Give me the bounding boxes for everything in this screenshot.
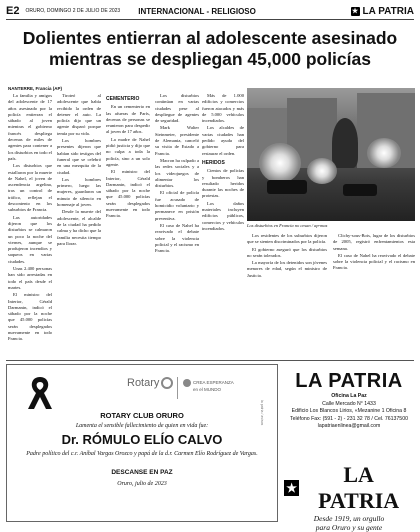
motto-emblem-icon	[183, 379, 191, 387]
article-column-3	[155, 93, 199, 355]
page-number: E2	[6, 5, 20, 17]
motto-line-2: en el MUNDO	[193, 387, 222, 392]
contact-phone: Teléfono Fax: (591 - 2) - 231 32 78 / Cel. 76137500	[290, 415, 408, 422]
paragraph: El caso de Nahel ha reavivado el debate sobre la violencia policial y el racismo en Francia.	[333, 252, 415, 271]
mourning-ribbon-icon	[25, 375, 55, 411]
paragraph: El ministro del Interior, Gérald Darmanin, indicó el sábado por la noche que 45.000 policías serán desplegados nuevamente en todo Francia.	[106, 169, 150, 219]
edition-date: ORURO, DOMINGO 2 DE JULIO DE 2023	[25, 8, 121, 14]
paragraph: Las autoridades dijeron que los disturbios se calmaron un poco la noche del viernes, aunque se produjeron incendios y saqueos en varias ciudades.	[8, 214, 52, 264]
paragraph: En un cementerio en las afueras de París, decenas de personas se reunieron para despedir al joven de 17 años.	[106, 104, 150, 135]
paragraph: Unas 2.400 personas han sido arrestadas en todo el país desde el martes.	[8, 266, 52, 290]
rotary-logo	[127, 377, 173, 389]
obituary-intro: Lamenta el sensible fallecimiento de quien en vida fue:	[75, 423, 209, 429]
obituary-club: ROTARY CLUB ORURO	[100, 411, 184, 420]
contact-title: LA PATRIA	[295, 370, 403, 392]
contact-email: lapatriaenlinea@gmail.com	[317, 423, 381, 429]
photo-caption: Los disturbios en Francia no cesan / ap-mas	[247, 223, 328, 228]
banner-tagline-2: para Oruro y su gente	[315, 523, 383, 532]
masthead-logo-text: LA PATRIA	[362, 5, 414, 17]
rotary-wheel-icon	[161, 377, 173, 389]
article-column-1	[8, 93, 52, 355]
paragraph: Desde la muerte del adolescente, el alcalde de la ciudad ha pedido calma y ha dicho que la familia necesita tiempo para llorar.	[57, 209, 101, 246]
paragraph: Los disturbios que estallaron por la muerte de Nahel, el joven de ascendencia argelina, tras un control de tráfico, reflejan el descontento en los suburbios de Francia.	[8, 163, 52, 213]
paragraph: La madre de Nahel pidió justicia y dijo que no culpa a toda la policía, sino a un solo agente.	[106, 136, 150, 167]
article-column-2b	[106, 93, 150, 355]
brand-banner	[284, 462, 414, 532]
paragraph: El oficial de policía fue acusado de homicidio voluntario y permanece en prisión preventiva.	[155, 190, 199, 221]
subheading: HERIDOS	[202, 159, 225, 166]
paragraph: Los alcaldes de varias ciudades han pedido ayuda del gobierno para restaurar el orden.	[202, 125, 244, 156]
paragraph: Macron ha culpado a las redes sociales y a los videojuegos de alimentar los disturbios.	[155, 157, 199, 189]
paragraph: Tiroteó al adolescente que había recibido la orden de detener el auto. La policía dijo que un agente disparó porque temía por su vida.	[57, 93, 101, 136]
headline-line-2: mientras se despliegan 45,000 policías	[49, 49, 371, 69]
banner-tagline-1: Desde 1919, un orgullo	[313, 514, 385, 523]
article-column-5	[247, 233, 327, 355]
article-column-6	[333, 233, 415, 355]
paragraph: Los hombres primero, luego las mujeres, guardaron un minuto de silencio en homenaje al joven.	[57, 176, 101, 208]
paragraph: Los disturbios continúan en varias ciudades pese al despliegue de agentes de seguridad.	[155, 93, 199, 124]
paragraph: La mayoría de los detenidos son jóvenes menores de edad, según el ministro de Justicia.	[247, 260, 327, 278]
article-column-2	[57, 93, 101, 355]
obituary-rip: DESCANSE EN PAZ	[111, 469, 173, 476]
obituary-date: Oruro, julio de 2023	[117, 481, 167, 487]
subheading: CEMENTERIO	[106, 96, 140, 102]
section-title: INTERNACIONAL - RELIGIOSO	[138, 6, 256, 16]
ad-side-tag: la patria / avisos	[260, 400, 264, 426]
paragraph: El ministro del Interior, Gérald Darmanin, indicó el sábado por la noche que 45.000 policías serán desplegados nuevamente en todo Francia.	[8, 292, 52, 342]
page-header	[6, 3, 414, 20]
paragraph: Los residentes de los suburbios dijeron que se sienten discriminados por la policía.	[247, 233, 327, 245]
banner-logo-text: LA PATRIA	[318, 462, 400, 513]
obituary-family: Padre político del c.r. Aníbal Vargas Orozco y papá de la d.r. Carmen Elío Rodríguez de Vargas.	[26, 451, 258, 457]
news-photo	[247, 88, 415, 221]
contact-box	[284, 364, 414, 460]
paragraph: El gobierno aseguró que los disturbios no serán tolerados.	[247, 246, 327, 258]
paragraph: Los hombres presentes dijeron que habían sido testigos del funeral que se celebró en una mezquita de la ciudad.	[57, 138, 101, 175]
obituary-notice	[6, 364, 278, 522]
masthead-logo	[351, 6, 414, 17]
star-icon: ★	[351, 7, 359, 15]
deceased-name: Dr. RÓMULO ELÍO CALVO	[61, 432, 223, 447]
paragraph: Más de 1.000 edificios y comercios fueron atacados y más de 5.000 vehículos incendiados.	[202, 93, 244, 124]
star-icon: ★	[284, 480, 299, 496]
banner-logo	[284, 462, 414, 514]
logo-divider	[177, 377, 178, 399]
paragraph: El caso de Nahel ha reavivado el debate sobre la violencia policial y el racismo en Francia.	[155, 222, 199, 254]
section-divider	[6, 360, 414, 361]
paragraph: Los daños materiales incluyen edificios públicos, comercios y vehículos incendiados.	[202, 200, 244, 231]
motto-line-1: CREA ESPERANZA	[193, 380, 234, 386]
contact-street: Calle Mercado N° 1433	[322, 400, 376, 407]
headline-line-1: Dolientes entierran al adolescente asesinado	[22, 28, 398, 48]
article-headline	[6, 28, 414, 70]
contact-office: Oficina La Paz	[331, 393, 367, 399]
contact-building: Edificio Los Blancos Lirios, «Mezanine 1 Oficina 8	[291, 408, 407, 414]
paragraph: Clichy-sous-Bois, lugar de los disturbios de 2005, registró enfrentamientos esta semana.	[333, 233, 415, 251]
article-column-4	[202, 93, 244, 355]
rotary-logo-text: Rotary	[127, 377, 160, 389]
rotary-motto	[183, 379, 234, 393]
paragraph: La familia y amigos del adolescente de 17 años asesinado por la policía entierran el sábado al joven mientras el gobierno francés despliega decenas de miles de agentes para contener a los disturbios en todo el país.	[8, 93, 52, 161]
paragraph: Cientos de policías y bomberos han resultado heridos durante las noches de protestas.	[202, 168, 244, 199]
paragraph: Mark Walter Steinmeier, presidente de Alemania, canceló su visita de Estado a Francia.	[155, 125, 199, 156]
byline: NANTERRE, Francia (AP)	[8, 86, 63, 91]
